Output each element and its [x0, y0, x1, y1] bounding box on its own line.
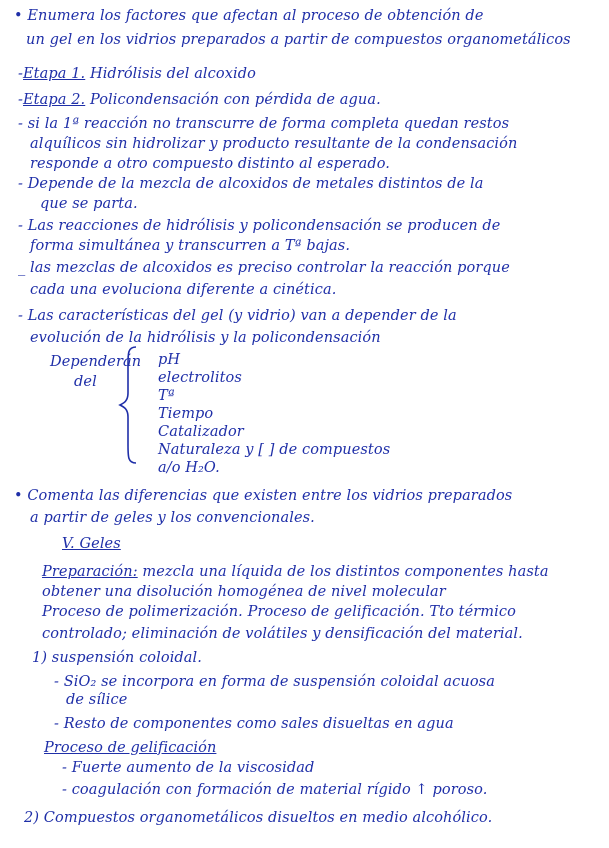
- item-1-b: - Resto de componentes como sales disueltas en agua: [54, 716, 454, 732]
- depends-item-temperatura: Tª: [158, 388, 175, 404]
- preparation-line-3: Proceso de polimerización. Proceso de gelificación. Tto térmico: [42, 604, 516, 620]
- preparation-line-2: obtener una disolución homogénea de nivel molecular: [42, 584, 446, 600]
- preparation-text: mezcla una líquida de los distintos componentes hasta: [142, 564, 549, 580]
- bullet-2-line-1: - Depende de la mezcla de alcoxidos de metales distintos de la: [18, 176, 484, 192]
- item-1-a-line-2: de sílice: [66, 692, 128, 708]
- bullet-4-line-2: cada una evoluciona diferente a cinética.: [30, 282, 337, 298]
- depends-item-tiempo: Tiempo: [158, 406, 214, 422]
- question-2-line-2: a partir de geles y los convencionales.: [30, 510, 315, 526]
- question-2-line-1: • Comenta las diferencias que existen entre los vidrios preparados: [14, 488, 513, 504]
- bullet-1-line-1: - si la 1ª reacción no transcurre de forma completa quedan restos: [18, 116, 510, 132]
- item-2: 2) Compuestos organometálicos disueltos en medio alcohólico.: [24, 810, 493, 826]
- etapa-1-label: Etapa 1.: [23, 66, 86, 82]
- curly-brace-icon: [118, 345, 138, 465]
- etapa-2: -Etapa 2. Policondensación con pérdida de agua.: [18, 92, 381, 108]
- bullet-1-line-3: responde a otro compuesto distinto al esperado.: [30, 156, 391, 172]
- depends-item-naturaleza: Naturaleza y [ ] de compuestos: [158, 442, 391, 458]
- vgeles-heading: V. Geles: [62, 536, 121, 552]
- etapa-2-text: Policondensación con pérdida de agua.: [89, 92, 381, 108]
- etapa-1-text: Hidrólisis del alcoxido: [89, 66, 256, 82]
- etapa-1: -Etapa 1. Hidrólisis del alcoxido: [18, 66, 256, 82]
- depends-item-catalizador: Catalizador: [158, 424, 244, 440]
- depends-item-agua: a/o H₂O.: [158, 460, 220, 476]
- bullet-3-line-1: - Las reacciones de hidrólisis y policondensación se producen de: [18, 218, 501, 234]
- bullet-5-line-1: - Las características del gel (y vidrio) van a depender de la: [18, 308, 457, 324]
- depends-label-2: del: [74, 374, 97, 390]
- question-1-line-1: • Enumera los factores que afectan al proceso de obtención de: [14, 8, 484, 24]
- bullet-5-line-2: evolución de la hidrólisis y la policondensación: [30, 330, 381, 346]
- depends-label-1: Dependerán: [50, 354, 142, 370]
- gelification-a: - Fuerte aumento de la viscosidad: [62, 760, 315, 776]
- gelification-b: - coagulación con formación de material rígido ↑ poroso.: [62, 782, 488, 798]
- bullet-3-line-2: forma simultánea y transcurren a Tª bajas.: [30, 238, 351, 254]
- depends-item-electrolitos: electrolitos: [158, 370, 242, 386]
- preparation-label: Preparación:: [42, 564, 138, 580]
- item-1-a-line-1: - SiO₂ se incorpora en forma de suspensión coloidal acuosa: [54, 674, 495, 690]
- depends-item-ph: pH: [158, 352, 181, 368]
- preparation-line-1: [42, 562, 549, 582]
- item-1-title: 1) suspensión coloidal.: [32, 650, 202, 666]
- gelification-heading: Proceso de gelificación: [44, 740, 217, 756]
- bullet-2-line-2: que se parta.: [40, 196, 138, 212]
- preparation-line-4: controlado; eliminación de volátiles y densificación del material.: [42, 626, 523, 642]
- question-1-line-2: un gel en los vidrios preparados a partir de compuestos organometálicos: [26, 32, 571, 48]
- bullet-1-line-2: alquílicos sin hidrolizar y producto resultante de la condensación: [30, 136, 518, 152]
- etapa-2-label: Etapa 2.: [23, 92, 86, 108]
- bullet-4-line-1: _ las mezclas de alcoxidos es preciso controlar la reacción porque: [18, 260, 510, 276]
